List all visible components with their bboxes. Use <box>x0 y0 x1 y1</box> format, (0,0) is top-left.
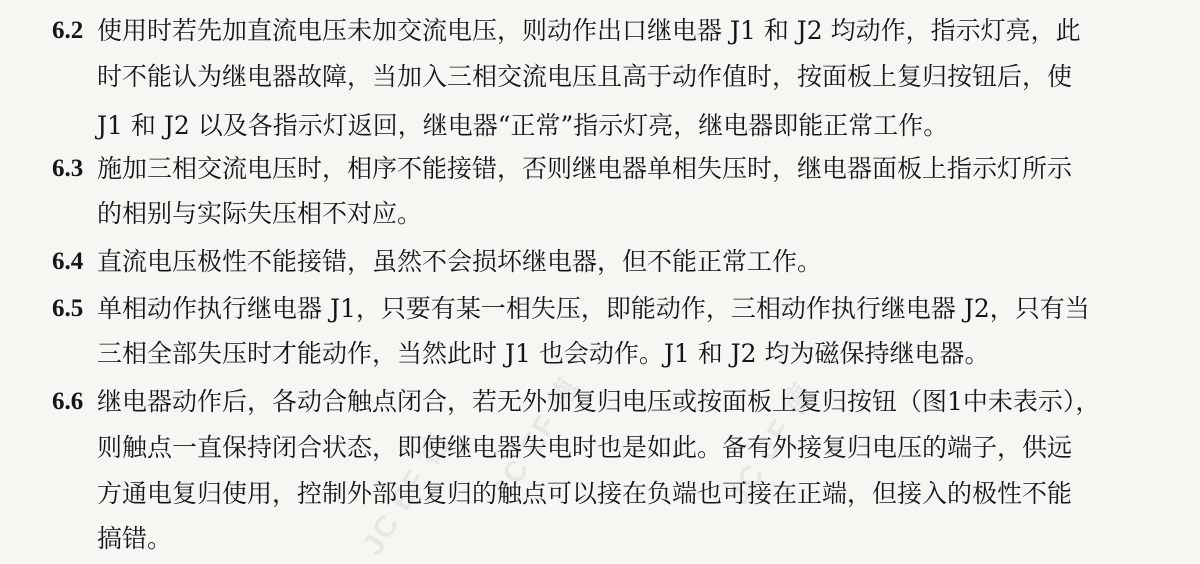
section-line: 的相别与实际失压相不对应。 <box>97 199 423 228</box>
section-line: 三相全部失压时才能动作，当然此时 J1 也会动作。J1 和 J2 均为磁保持继电器。 <box>97 339 990 368</box>
section-line: 方通电复归使用，控制外部电复归的触点可以接在负端也可接在正端，但接入的极性不能 <box>97 479 1073 508</box>
watermark: JC EF 德 <box>486 371 588 506</box>
watermark: JC EF 德 <box>721 376 823 511</box>
section-line: 搞错。 <box>97 524 173 553</box>
section-line: 直流电压极性不能接错，虽然不会损坏继电器，但不能正常工作。 <box>97 247 823 276</box>
section-number: 6.6 <box>52 388 84 415</box>
section-number: 6.2 <box>52 17 84 44</box>
section-line: 继电器动作后，各动合触点闭合，若无外加复归电压或按面板上复归按钮（图1中未表示）， <box>97 387 1101 416</box>
section-line: 则触点一直保持闭合状态，即使继电器失电时也是如此。备有外接复归电压的端子，供远 <box>97 433 1073 462</box>
section-number: 6.3 <box>52 155 84 182</box>
section-number: 6.4 <box>52 248 84 275</box>
section-number: 6.5 <box>52 295 84 322</box>
section-line: 单相动作执行继电器 J1，只要有某一相失压，即能动作，三相动作执行继电器 J2，只有当 <box>97 294 1090 323</box>
section-line: 时不能认为继电器故障，当加入三相交流电压且高于动作值时，按面板上复归按钮后，使 <box>97 62 1073 91</box>
section-line: 使用时若先加直流电压未加交流电压，则动作出口继电器 J1 和 J2 均动作，指示灯亮，此 <box>97 16 1081 45</box>
section-line: J1 和 J2 以及各指示灯返回，继电器“正常”指示灯亮，继电器即能正常工作。 <box>97 111 949 140</box>
section-line: 施加三相交流电压时，相序不能接错，否则继电器单相失压时，继电器面板上指示灯所示 <box>97 154 1073 183</box>
watermark: JC EF 德 <box>356 426 458 561</box>
